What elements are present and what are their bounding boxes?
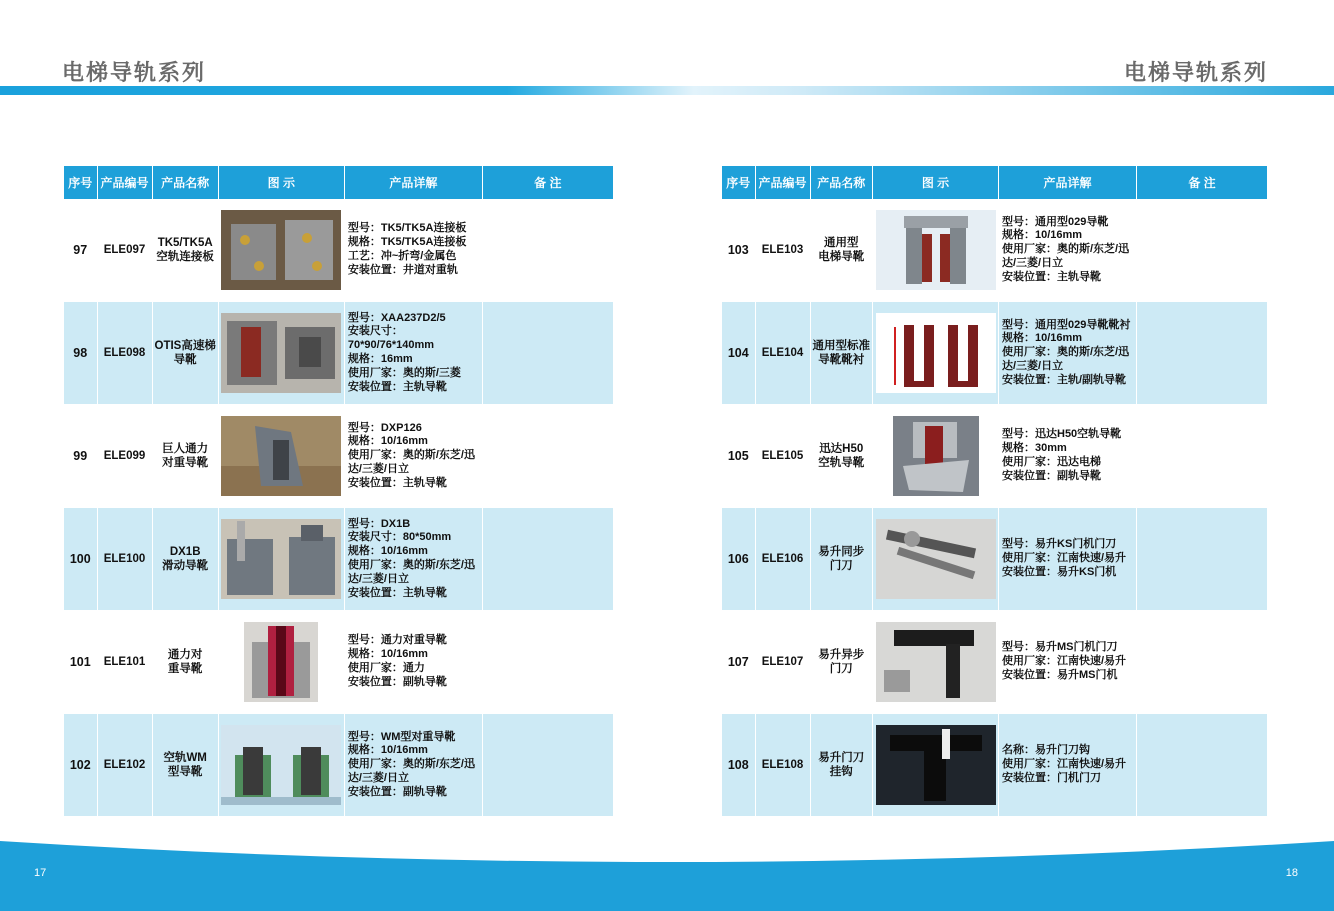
- detail-line: 规格：16mm: [347, 353, 413, 365]
- detail-line: 安装位置：副轨导靴: [347, 675, 447, 688]
- remark-cell: [1137, 405, 1268, 508]
- detail-line: 使用厂家：江南快速/易升: [1002, 655, 1127, 668]
- product-image-cell: [218, 508, 344, 611]
- product-image-cell: [218, 302, 344, 405]
- product-name-line: 易升异步: [818, 649, 865, 661]
- product-name-line: 空轨连接板: [156, 251, 214, 263]
- product-name-line: 通用型标准: [812, 340, 870, 352]
- product-code-cell: ELE097: [97, 199, 152, 302]
- detail-line: 规格：10/16mm: [1002, 332, 1083, 345]
- detail-line: 安装位置：主轨导靴: [1002, 270, 1101, 283]
- product-image-cell: [218, 405, 344, 508]
- product-detail-cell: [999, 714, 1137, 817]
- catalog-table-right: [722, 166, 1268, 817]
- metal-connecting-plates-photo: [221, 210, 341, 290]
- product-detail-cell: [344, 199, 482, 302]
- table-row: [64, 405, 613, 508]
- detail-line: 使用厂家：奥的斯/东芝/迅: [347, 559, 475, 571]
- product-image-cell: [218, 199, 344, 302]
- table-row: [722, 199, 1268, 302]
- remark-cell: [1137, 302, 1268, 405]
- detail-line: 安装位置：井道对重轨: [347, 263, 458, 276]
- detail-line: 达/三菱/日立: [347, 462, 409, 475]
- seq-cell: 102: [64, 714, 97, 817]
- detail-line: 安装位置：门机门刀: [1002, 771, 1101, 784]
- col-header-image: 图 示: [218, 166, 344, 199]
- product-name-cell: [152, 714, 218, 817]
- door-knife-ks-photo: [876, 519, 996, 599]
- detail-line: 规格：10/16mm: [347, 435, 428, 448]
- remark-cell: [482, 611, 613, 714]
- detail-line: 安装位置：副轨导靴: [347, 785, 447, 798]
- detail-line: 规格：10/16mm: [347, 744, 428, 757]
- detail-line: 使用厂家：江南快速/易升: [1002, 758, 1127, 771]
- remark-cell: [1137, 714, 1268, 817]
- seq-cell: 100: [64, 508, 97, 611]
- seq-cell: 103: [722, 199, 755, 302]
- product-name-line: 导靴: [173, 354, 197, 366]
- detail-line: 规格：TK5/TK5A连接板: [347, 236, 467, 249]
- product-name-line: 易升同步: [818, 546, 865, 558]
- product-image-cell: [873, 302, 999, 405]
- product-name-cell: [810, 199, 873, 302]
- product-name-cell: [152, 302, 218, 405]
- remark-cell: [482, 508, 613, 611]
- detail-line: 型号：通用型029导靴靴衬: [1002, 318, 1131, 331]
- header-stripe: [0, 86, 1334, 95]
- table-header-row: [64, 166, 613, 199]
- product-name-line: 迅达H50: [819, 443, 864, 455]
- seq-cell: 105: [722, 405, 755, 508]
- page-number-right: 18: [1285, 867, 1298, 879]
- col-header-name: 产品名称: [152, 166, 218, 199]
- product-code-cell: ELE106: [755, 508, 810, 611]
- product-code-cell: ELE101: [97, 611, 152, 714]
- product-name-line: TK5/TK5A: [157, 237, 213, 249]
- remark-cell: [1137, 508, 1268, 611]
- remark-cell: [1137, 611, 1268, 714]
- table-row: [722, 508, 1268, 611]
- detail-line: 型号：通用型029导靴: [1002, 215, 1109, 228]
- col-header-image: 图 示: [873, 166, 999, 199]
- detail-line: 工艺：冲~折弯/金属色: [347, 250, 457, 262]
- sliding-guide-shoe-photo: [221, 519, 341, 599]
- table-row: [64, 508, 613, 611]
- detail-line: 安装位置：副轨导靴: [1002, 469, 1101, 482]
- seq-cell: 97: [64, 199, 97, 302]
- product-image-cell: [873, 405, 999, 508]
- detail-line: 规格：10/16mm: [347, 648, 428, 661]
- header-title-left: 电梯导轨系列: [62, 61, 207, 86]
- product-detail-cell: [344, 508, 482, 611]
- product-name-line: 滑动导靴: [162, 560, 209, 572]
- product-name-line: 空轨导靴: [818, 457, 865, 469]
- detail-line: 型号：DX1B: [347, 517, 411, 530]
- col-header-code: 产品编号: [97, 166, 152, 199]
- product-code-cell: ELE103: [755, 199, 810, 302]
- detail-line: 安装尺寸：: [347, 325, 403, 338]
- product-name-line: 对重导靴: [162, 457, 209, 469]
- seq-cell: 98: [64, 302, 97, 405]
- product-name-line: 空轨WM: [163, 752, 207, 764]
- product-name-cell: [152, 199, 218, 302]
- detail-line: 安装位置：主轨/副轨导靴: [1002, 373, 1127, 386]
- product-name-line: 挂钩: [829, 766, 853, 778]
- product-name-line: 电梯导靴: [818, 251, 865, 263]
- table-row: [722, 714, 1268, 817]
- detail-line: 安装尺寸：80*50mm: [347, 531, 452, 544]
- otis-guide-shoe-photo: [221, 313, 341, 393]
- seq-cell: 106: [722, 508, 755, 611]
- catalog-table-left: [64, 166, 614, 817]
- product-detail-cell: [344, 611, 482, 714]
- product-name-line: DX1B: [169, 546, 201, 558]
- product-name-line: 巨人通力: [162, 443, 209, 455]
- product-detail-cell: [999, 508, 1137, 611]
- table-row: [722, 611, 1268, 714]
- product-name-cell: [152, 405, 218, 508]
- header-title-right: 电梯导轨系列: [1124, 61, 1269, 86]
- detail-line: 型号：DXP126: [347, 421, 422, 434]
- door-knife-ms-photo: [876, 622, 996, 702]
- product-name-cell: [810, 405, 873, 508]
- detail-line: 达/三菱/日立: [347, 572, 409, 585]
- product-name-line: 通力对: [167, 649, 203, 661]
- table-row: [64, 611, 613, 714]
- detail-line: 使用厂家：奥的斯/东芝/迅: [347, 758, 475, 771]
- col-header-detail: 产品详解: [344, 166, 482, 199]
- product-detail-cell: [999, 611, 1137, 714]
- page-number-left: 17: [34, 867, 47, 879]
- product-image-cell: [873, 714, 999, 817]
- universal-guide-shoe-photo: [876, 210, 996, 290]
- counterweight-guide-shoe-photo: [221, 416, 341, 496]
- remark-cell: [482, 714, 613, 817]
- product-code-cell: ELE102: [97, 714, 152, 817]
- seq-cell: 101: [64, 611, 97, 714]
- guide-shoe-lining-photo: [876, 313, 996, 393]
- detail-line: 安装位置：易升MS门机: [1002, 668, 1118, 681]
- product-name-line: 门刀: [829, 560, 853, 572]
- footer-wave: [0, 841, 1334, 911]
- product-name-line: 导靴靴衬: [818, 354, 865, 366]
- detail-line: 使用厂家：奥的斯/三菱: [347, 366, 461, 379]
- col-header-detail: 产品详解: [999, 166, 1137, 199]
- product-detail-cell: [344, 714, 482, 817]
- detail-line: 名称：易升门刀钩: [1002, 744, 1090, 757]
- product-name-line: 门刀: [829, 663, 853, 675]
- product-image-cell: [873, 508, 999, 611]
- detail-line: 规格：30mm: [1002, 442, 1067, 455]
- detail-line: 安装位置：主轨导靴: [347, 380, 447, 393]
- detail-line: 型号：易升KS门机门刀: [1002, 538, 1117, 551]
- product-code-cell: ELE107: [755, 611, 810, 714]
- product-name-cell: [810, 302, 873, 405]
- product-image-cell: [218, 611, 344, 714]
- seq-cell: 104: [722, 302, 755, 405]
- remark-cell: [482, 199, 613, 302]
- detail-line: 规格：10/16mm: [1002, 229, 1083, 242]
- detail-line: 型号：WM型对重导靴: [347, 730, 456, 743]
- product-detail-cell: [999, 302, 1137, 405]
- product-code-cell: ELE098: [97, 302, 152, 405]
- table-row: [722, 405, 1268, 508]
- col-header-remark: 备 注: [482, 166, 613, 199]
- detail-line: 达/三菱/日立: [1002, 256, 1064, 269]
- col-header-code: 产品编号: [755, 166, 810, 199]
- remark-cell: [482, 302, 613, 405]
- product-image-cell: [218, 714, 344, 817]
- product-image-cell: [873, 199, 999, 302]
- detail-line: 使用厂家：奥的斯/东芝/迅: [347, 449, 475, 462]
- detail-line: 使用厂家：奥的斯/东芝/迅: [1002, 346, 1130, 359]
- detail-line: 型号：迅达H50空轨导靴: [1002, 428, 1122, 441]
- detail-line: 规格：10/16mm: [347, 545, 428, 558]
- seq-cell: 107: [722, 611, 755, 714]
- product-name-line: 型导靴: [167, 766, 203, 778]
- product-detail-cell: [999, 405, 1137, 508]
- product-name-cell: [810, 714, 873, 817]
- detail-line: 达/三菱/日立: [1002, 359, 1064, 372]
- table-header-row: [722, 166, 1268, 199]
- detail-line: 使用厂家：奥的斯/东芝/迅: [1002, 243, 1130, 256]
- product-detail-cell: [344, 405, 482, 508]
- seq-cell: 99: [64, 405, 97, 508]
- table-row: [64, 714, 613, 817]
- product-name-cell: [152, 611, 218, 714]
- product-name-cell: [810, 611, 873, 714]
- detail-line: 型号：通力对重导靴: [347, 634, 447, 647]
- detail-line: 达/三菱/日立: [347, 771, 409, 784]
- detail-line: 使用厂家：通力: [347, 662, 425, 674]
- table-row: [64, 199, 613, 302]
- detail-line: 70*90/76*140mm: [347, 339, 435, 352]
- product-code-cell: ELE108: [755, 714, 810, 817]
- product-image-cell: [873, 611, 999, 714]
- table-row: [64, 302, 613, 405]
- remark-cell: [1137, 199, 1268, 302]
- product-code-cell: ELE105: [755, 405, 810, 508]
- product-code-cell: ELE099: [97, 405, 152, 508]
- detail-line: 使用厂家：迅达电梯: [1002, 456, 1101, 468]
- product-code-cell: ELE100: [97, 508, 152, 611]
- table-row: [722, 302, 1268, 405]
- col-header-seq: 序号: [64, 166, 97, 199]
- col-header-seq: 序号: [722, 166, 755, 199]
- col-header-name: 产品名称: [810, 166, 873, 199]
- door-knife-hook-photo: [876, 725, 996, 805]
- detail-line: 型号：XAA237D2/5: [347, 311, 446, 324]
- product-name-line: 通用型: [824, 237, 859, 249]
- detail-line: 使用厂家：江南快速/易升: [1002, 552, 1127, 565]
- kone-guide-shoe-photo: [244, 622, 318, 702]
- wm-guide-shoe-photo: [221, 725, 341, 805]
- detail-line: 型号：TK5/TK5A连接板: [347, 222, 467, 235]
- product-code-cell: ELE104: [755, 302, 810, 405]
- product-name-line: 易升门刀: [818, 752, 865, 764]
- product-detail-cell: [344, 302, 482, 405]
- detail-line: 安装位置：易升KS门机: [1002, 565, 1117, 578]
- detail-line: 型号：易升MS门机门刀: [1002, 641, 1118, 654]
- product-name-line: 重导靴: [167, 663, 203, 675]
- product-detail-cell: [999, 199, 1137, 302]
- product-name-cell: [810, 508, 873, 611]
- detail-line: 安装位置：主轨导靴: [347, 476, 447, 489]
- product-name-cell: [152, 508, 218, 611]
- detail-line: 安装位置：主轨导靴: [347, 586, 447, 599]
- remark-cell: [482, 405, 613, 508]
- schindler-guide-shoe-photo: [893, 416, 979, 496]
- col-header-remark: 备 注: [1137, 166, 1268, 199]
- seq-cell: 108: [722, 714, 755, 817]
- product-name-line: OTIS高速梯: [154, 340, 216, 352]
